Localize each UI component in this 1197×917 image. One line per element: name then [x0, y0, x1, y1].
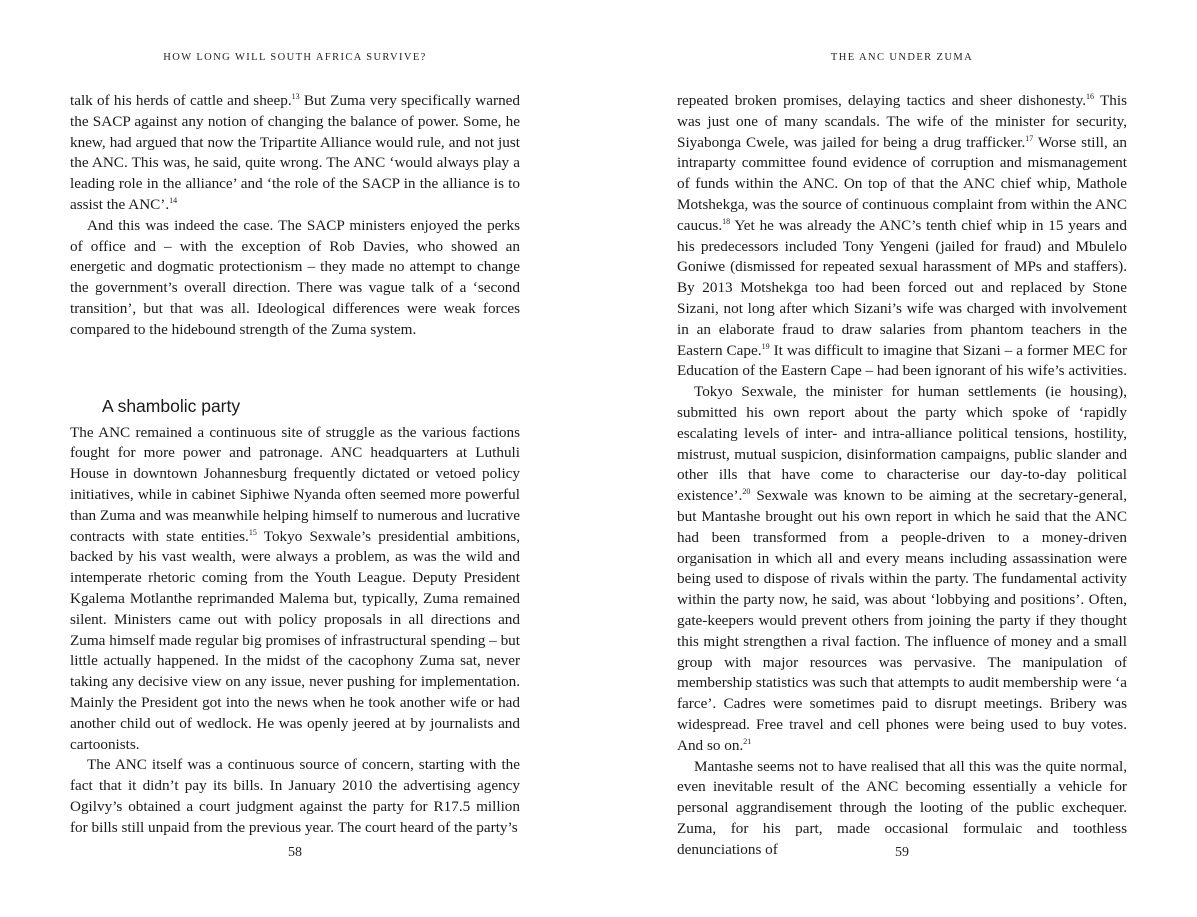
footnote-ref: 19	[761, 341, 770, 351]
paragraph	[70, 423, 520, 756]
paragraph-text: The ANC itself was a continuous source of concern, starting with the fact that it didn’t pay its bills. In January 2010 the advertising agency Ogilvy’s obtained a court judgment against the party for R17.5 million for bills still unpaid from the previous year. The court heard of the party’s	[70, 756, 520, 836]
footnote-ref: 17	[1025, 133, 1034, 143]
footnote-ref: 15	[248, 527, 257, 537]
paragraph-text: talk of his herds of cattle and sheep.	[70, 92, 292, 109]
paragraph-text: Tokyo Sexwale, the minister for human settlements (ie housing), submitted his own report about the party which spoke of ‘rapidly escalating levels of inter- and intra-alliance political tensions, hostility, mistrust, mutual suspicion, disinformation campaigns, public slander and other ills that have come to characterise our day-to-day political existence’.	[677, 383, 1127, 505]
paragraph-text: Sexwale was known to be aiming at the secretary-general, but Mantashe brought out his own report in which he said that the ANC had been transformed from a people-driven to a money-driven organisation in which all and every means including assassination were being used to dispose of rivals within the party. The fundamental activity within the party now, he said, was about ‘lobbying and positions’. Often, gate-keepers would prevent others from joining the party if they thought this might strengthen a rival faction. The influence of money and a small group with major resources was pervasive. The manipulation of membership statistics was such that attempts to audit membership were ‘a farce’. Cadres were sometimes paid to disrupt meetings. Bribery was widespread. Free travel and cell phones were being used to buy votes. And so on.	[677, 487, 1127, 754]
footnote-ref: 13	[291, 92, 300, 101]
footnote-ref: 20	[742, 487, 751, 497]
footnote-ref: 21	[743, 736, 752, 746]
body-text	[677, 91, 1127, 860]
section-heading: A shambolic party	[102, 395, 241, 416]
paragraph-text: Worse still, an intraparty committee found evidence of corruption and mismanagement of funds within the ANC. On top of that the ANC chief whip, Mathole Motshekga, was the source of continuous complaint from within the ANC caucus.	[677, 133, 1127, 234]
paragraph-text: Mantashe seems not to have realised that all this was the quite normal, even inevitable result of the ANC becoming essentially a vehicle for personal aggrandisement through the looting of the public exchequer. Zuma, for his part, made occasional formulaic and toothless denunciations of	[677, 757, 1127, 858]
footnote-ref: 18	[722, 216, 731, 226]
paragraph	[677, 91, 1127, 382]
paragraph-text: This was just one of many scandals. The wife of the minister for security, Siyabonga Cwele, was jailed for being a drug trafficker.	[677, 92, 1127, 151]
paragraph	[70, 91, 520, 216]
running-head: HOW LONG WILL SOUTH AFRICA SURVIVE?	[163, 52, 427, 63]
paragraph	[70, 216, 520, 341]
paragraph-text: repeated broken promises, delaying tactics and sheer dishonesty.	[677, 92, 1086, 109]
paragraph-text: But Zuma very specifically warned the SACP against any notion of changing the balance of power. Some, he knew, had argued that now the Tripartite Alliance would rule, and not just the ANC. This was, he said, quite wrong. The ANC ‘would always play a leading role in the alliance’ and ‘the role of the SACP in the alliance is to assist the ANC’.	[70, 92, 520, 213]
paragraph-text: Tokyo Sexwale’s presidential ambitions, backed by his vast wealth, were always a problem, as was the wild and intemperate rhetoric coming from the Youth League. Deputy President Kgalema Motlanthe reprimanded Malema but, typically, Zuma remained silent. Ministers came out with policy proposals in all directions and Zuma himself made regular big promises of infrastructural spending – but little actually happened. In the midst of the cacophony Zuma sat, never taking any decisive view on any issue, never pushing for implementation. Mainly the President got into the news when he took another wife or had another child out of wedlock. He was openly jeered at by journalists and cartoonists.	[70, 527, 520, 753]
running-head: THE ANC UNDER ZUMA	[830, 52, 974, 63]
paragraph-text: And this was indeed the case. The SACP ministers enjoyed the perks of office and – with the exception of Rob Davies, who showed an energetic and dogmatic protectionism – they made no attempt to change the government’s overall direction. There was vague talk of a ‘second transition’, but that was all. Ideological differences were weak forces compared to the hidebound strength of the Zuma system.	[70, 216, 520, 338]
footnote-ref: 14	[169, 195, 178, 205]
paragraph-text: It was difficult to imagine that Sizani – a former MEC for Education of the Eastern Cape – had been ignorant of his wife’s activities.	[677, 341, 1128, 380]
paragraph-text: The ANC remained a continuous site of struggle as the various factions fought for more power and patronage. ANC headquarters at Luthuli House in downtown Johannesburg frequently dictated or vetoed policy initiatives, while in cabinet Siphiwe Nyanda often seemed more powerful than Zuma and was meanwhile helping himself to numerous and lucrative contracts with state entities.	[70, 423, 520, 545]
page-number: 58	[288, 845, 302, 860]
paragraph-text: Yet he was already the ANC’s tenth chief whip in 15 years and his predecessors included Tony Yengeni (jailed for fraud) and Mbulelo Goniwe (dismissed for repeated sexual harassment of MPs and staffers). By 2013 Motshekga too had been forced out and replaced by Stone Sizani, not long after which Sizani’s wife was charged with involvement in an elaborate fraud to draw salaries from phantom teachers in the Eastern Cape.	[677, 216, 1127, 359]
paragraph	[677, 382, 1127, 756]
right-page	[677, 0, 1127, 917]
footnote-ref: 16	[1086, 92, 1094, 101]
paragraph	[70, 755, 520, 838]
page-number: 59	[895, 845, 909, 860]
left-page	[70, 0, 520, 917]
body-text	[70, 91, 520, 839]
